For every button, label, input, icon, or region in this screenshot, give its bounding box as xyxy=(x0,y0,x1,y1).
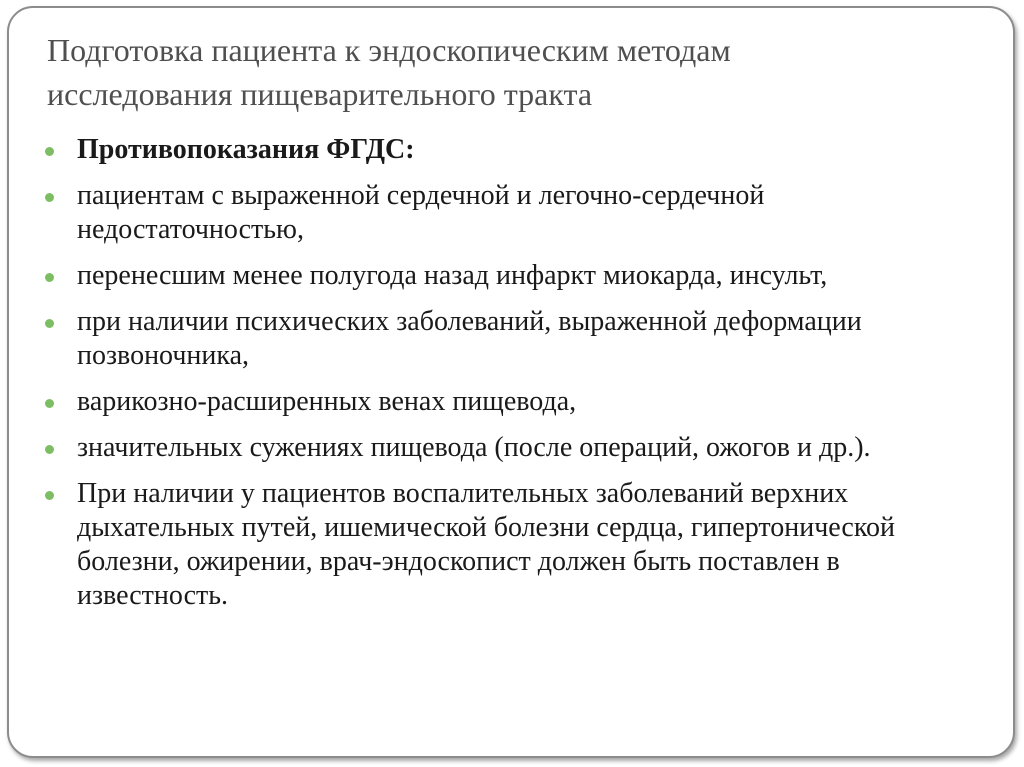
list-item-text: при наличии психических заболеваний, выраженной деформации позвоночника, xyxy=(77,306,862,371)
slide-title-line-2: исследования пищеварительного тракта xyxy=(47,76,593,112)
list-item-text: пациентам с выраженной сердечной и легочно-сердечной недостаточностью, xyxy=(77,180,765,245)
list-item-text: перенесшим менее полугода назад инфаркт миокарда, инсульт, xyxy=(77,260,828,291)
bullet-dot-icon xyxy=(45,445,54,454)
bullet-dot-icon xyxy=(45,147,54,156)
slide-title xyxy=(47,28,997,116)
bullet-list xyxy=(45,133,985,625)
list-item-text: значительных сужениях пищевода (после операций, ожогов и др.). xyxy=(77,432,871,463)
list-item xyxy=(45,259,985,293)
bullet-dot-icon xyxy=(45,273,54,282)
list-item xyxy=(45,431,985,465)
slide-frame xyxy=(7,6,1015,758)
list-item-text: Противопоказания ФГДС: xyxy=(77,134,415,165)
list-item-text: При наличии у пациентов воспалительных заболеваний верхних дыхательных путей, ишемической болезни сердца, гипертонической болезни, ожирении, врач-эндоскопист должен быть поставлен в известность. xyxy=(77,478,895,611)
bullet-dot-icon xyxy=(45,399,54,408)
bullet-dot-icon xyxy=(45,319,54,328)
list-item xyxy=(45,385,985,419)
bullet-dot-icon xyxy=(45,193,54,202)
list-item-text: варикозно-расширенных венах пищевода, xyxy=(77,386,577,417)
list-item xyxy=(45,305,985,373)
slide-title-line-1: Подготовка пациента к эндоскопическим методам xyxy=(47,32,731,68)
list-item xyxy=(45,133,985,167)
list-item xyxy=(45,477,985,613)
bullet-dot-icon xyxy=(45,491,54,500)
list-item xyxy=(45,179,985,247)
